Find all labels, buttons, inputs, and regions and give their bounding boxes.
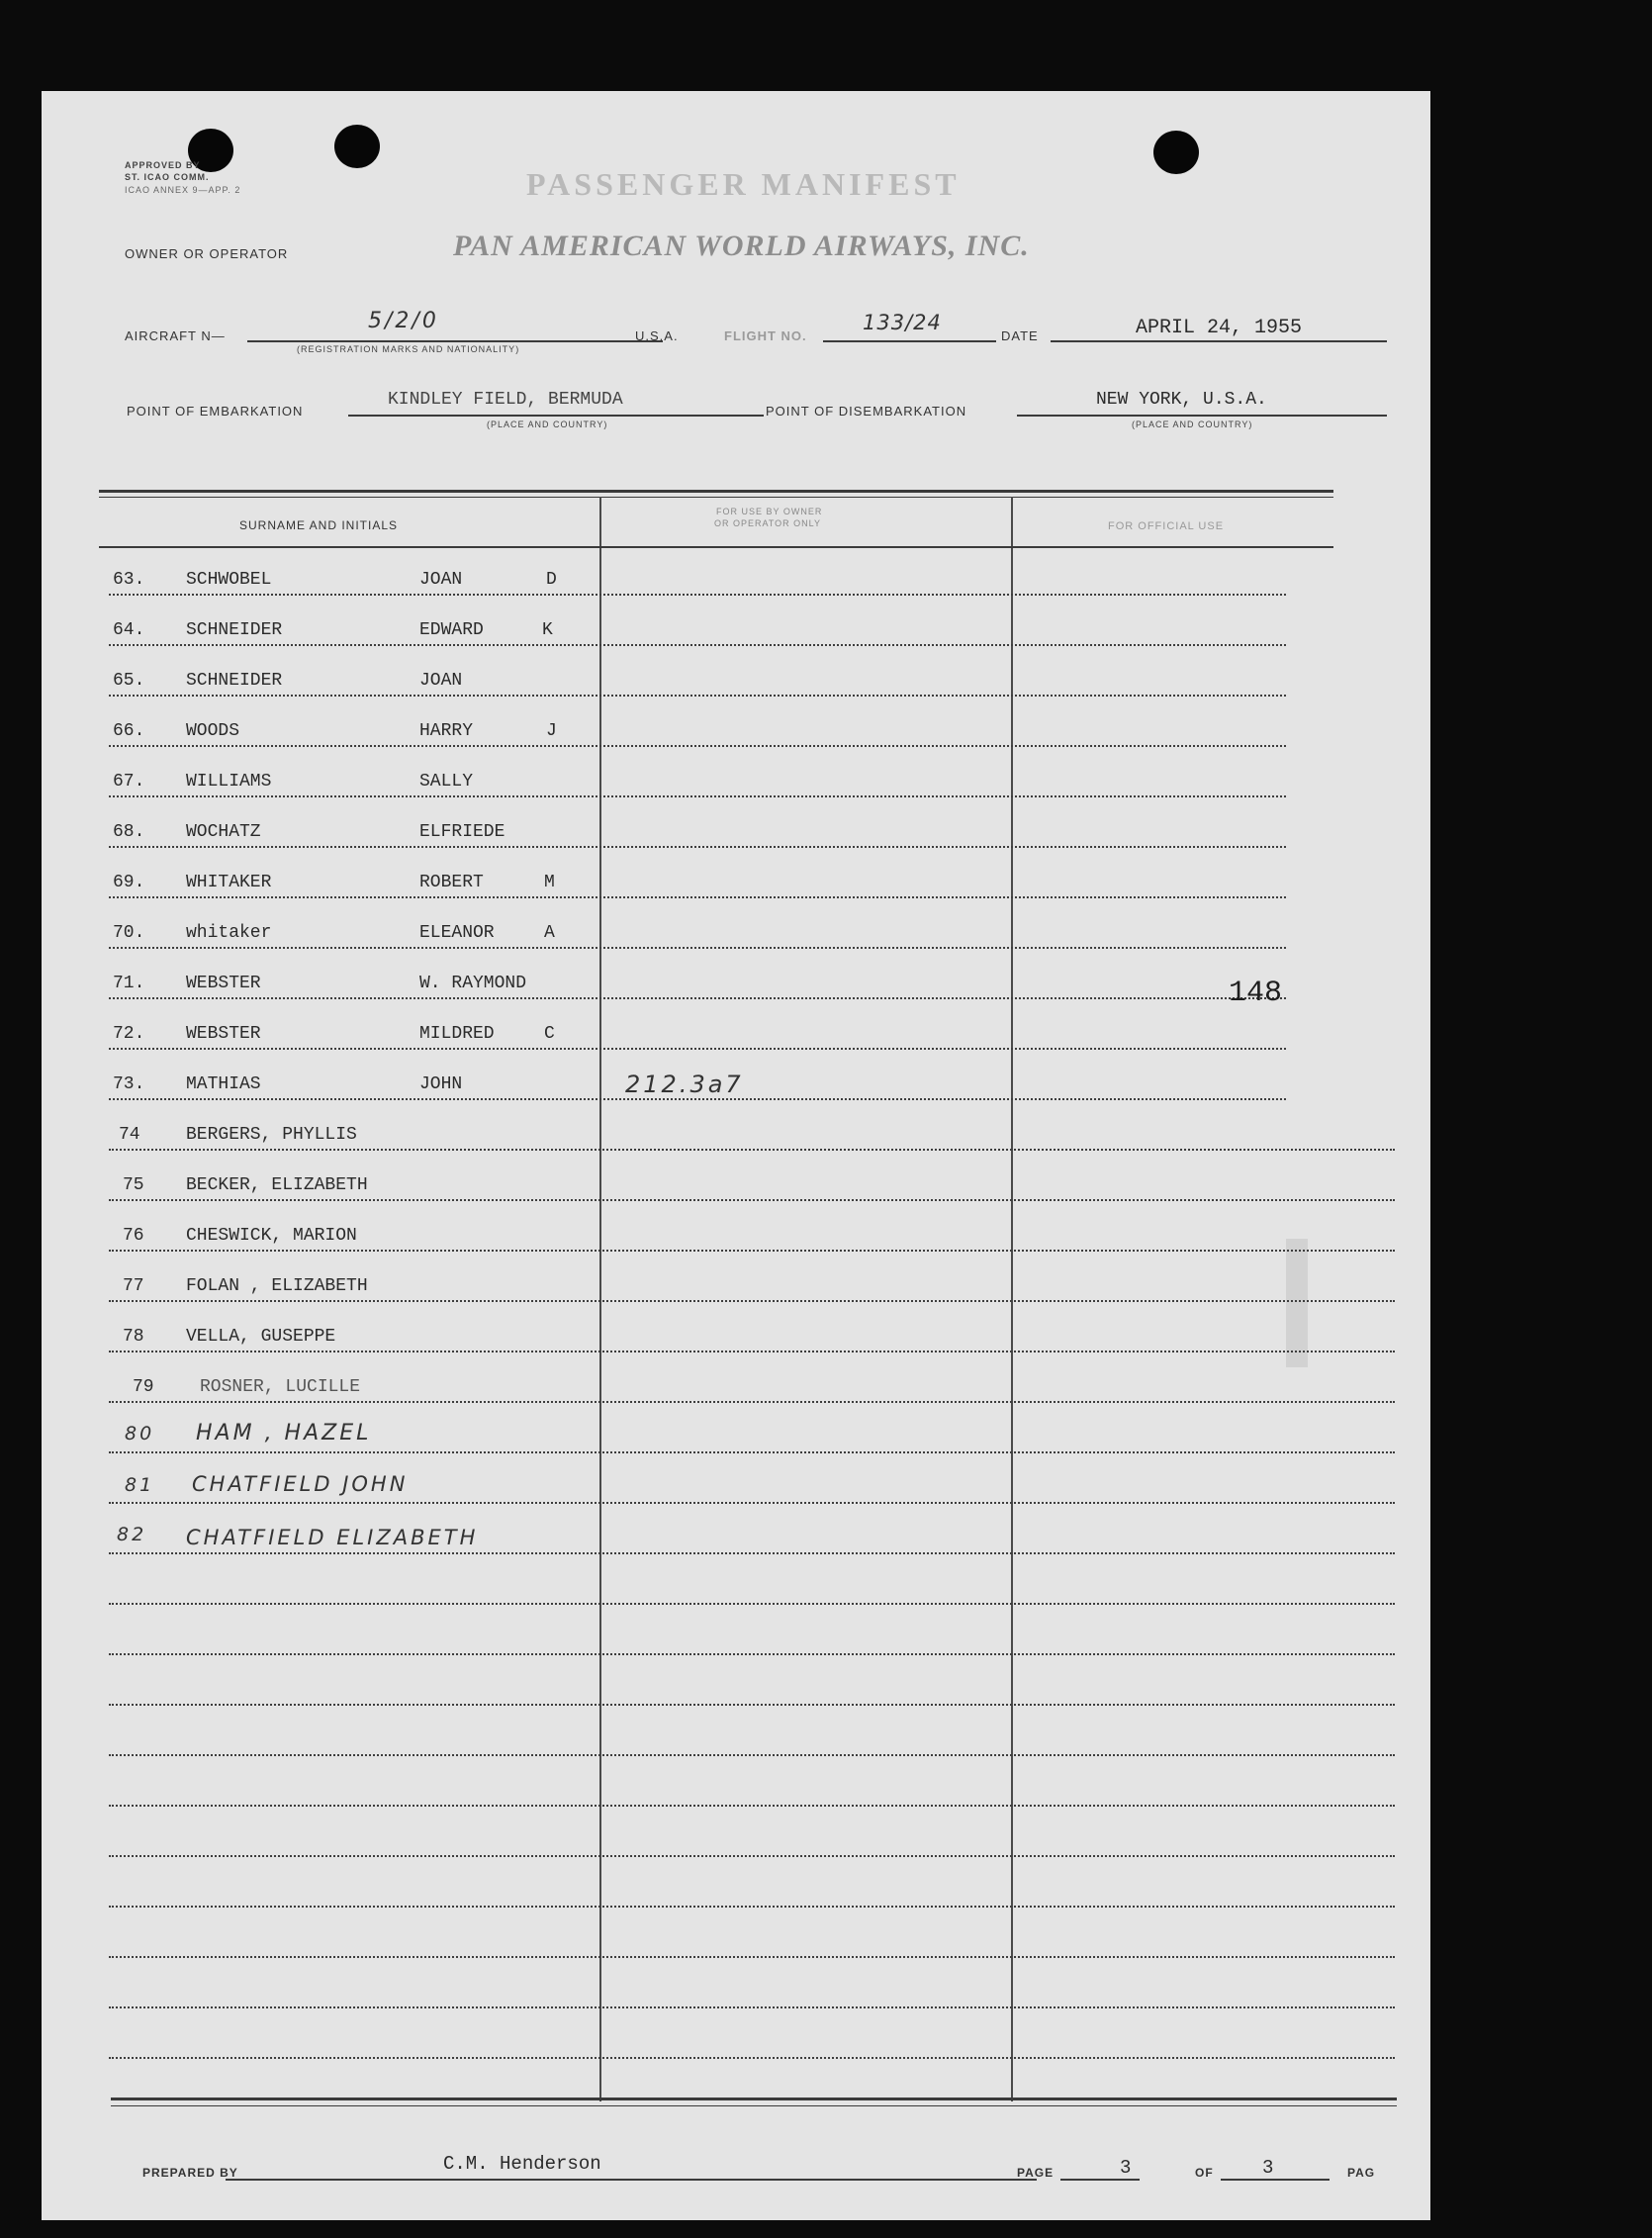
- passenger-given-name: ELEANOR: [419, 923, 495, 943]
- date-underline: [1051, 340, 1387, 342]
- aircraft-label: AIRCRAFT N—: [125, 328, 226, 343]
- table-top-rule-thin: [99, 497, 1333, 498]
- row-rule: [109, 846, 1286, 848]
- passenger-given-name: ELFRIEDE: [419, 822, 505, 842]
- disembarkation-value: NEW YORK, U.S.A.: [1096, 390, 1267, 410]
- manifest-sheet: [42, 91, 1430, 2220]
- row-rule: [109, 947, 1286, 949]
- passenger-name: BECKER, ELIZABETH: [186, 1175, 368, 1195]
- page-title: PASSENGER MANIFEST: [526, 166, 961, 202]
- column-divider-1: [599, 497, 601, 2101]
- prepared-by-value: C.M. Henderson: [443, 2153, 601, 2175]
- passenger-initial: M: [544, 873, 555, 892]
- disembarkation-label: POINT OF DISEMBARKATION: [766, 404, 967, 419]
- column-divider-2: [1011, 497, 1013, 2101]
- row-number: 73.: [113, 1074, 145, 1094]
- form-note-line-2: ST. ICAO COMM.: [125, 172, 210, 182]
- airline-name: PAN AMERICAN WORLD AIRWAYS, INC.: [453, 230, 1030, 262]
- prepared-by-underline: [226, 2179, 1037, 2181]
- row-rule: [109, 644, 1286, 646]
- passenger-name: FOLAN , ELIZABETH: [186, 1276, 368, 1296]
- disembarkation-caption: (PLACE AND COUNTRY): [1132, 420, 1253, 429]
- page-label: PAGE: [1017, 2166, 1055, 2180]
- date-value: APRIL 24, 1955: [1136, 317, 1303, 339]
- date-label: DATE: [1001, 328, 1039, 343]
- row-rule: [109, 1048, 1286, 1050]
- row-number: 77: [123, 1276, 144, 1296]
- row-number: 72.: [113, 1024, 145, 1044]
- passenger-given-name: ROBERT: [419, 873, 484, 892]
- row-rule: [109, 745, 1286, 747]
- usa-label: U.S.A.: [635, 328, 679, 343]
- passenger-initial: C: [544, 1024, 555, 1044]
- table-bottom-rule: [111, 2098, 1397, 2100]
- row-number: 64.: [113, 620, 145, 640]
- embarkation-value: KINDLEY FIELD, BERMUDA: [388, 390, 623, 410]
- row-number: 74: [119, 1125, 140, 1145]
- row-number: 67.: [113, 772, 145, 792]
- row-number: 66.: [113, 721, 145, 741]
- aircraft-value: 5/2/0: [368, 309, 439, 333]
- passenger-surname: WEBSTER: [186, 1024, 261, 1044]
- row-rule: [109, 1199, 1395, 1201]
- passenger-surname: SCHWOBEL: [186, 570, 272, 590]
- passenger-name: HAM , HAZEL: [196, 1421, 372, 1445]
- form-note-line-3: ICAO ANNEX 9—APP. 2: [125, 185, 241, 195]
- aircraft-underline: [247, 340, 663, 342]
- page-underline: [1060, 2179, 1140, 2181]
- row-number: 81: [125, 1474, 155, 1496]
- row-number: 68.: [113, 822, 145, 842]
- flight-underline: [823, 340, 996, 342]
- passenger-surname: SCHNEIDER: [186, 620, 283, 640]
- passenger-surname: WILLIAMS: [186, 772, 272, 792]
- passenger-given-name: MILDRED: [419, 1024, 495, 1044]
- passenger-initial: J: [546, 721, 557, 741]
- row-rule: [109, 2006, 1395, 2008]
- passenger-given-name: EDWARD: [419, 620, 484, 640]
- passenger-surname: MATHIAS: [186, 1074, 261, 1094]
- passenger-surname: whitaker: [186, 923, 272, 943]
- row-rule: [109, 1653, 1395, 1655]
- row-number: 65.: [113, 671, 145, 691]
- embarkation-label: POINT OF EMBARKATION: [127, 404, 304, 419]
- row-rule: [109, 1098, 1286, 1100]
- punch-hole-middle: [334, 125, 380, 168]
- passenger-initial: D: [546, 570, 557, 590]
- row-rule: [109, 1351, 1395, 1352]
- punch-hole-right: [1153, 131, 1199, 174]
- row-rule: [109, 1855, 1395, 1857]
- passenger-surname: WHITAKER: [186, 873, 272, 892]
- embarkation-caption: (PLACE AND COUNTRY): [487, 420, 608, 429]
- row-rule: [109, 1552, 1395, 1554]
- embarkation-underline: [348, 415, 764, 417]
- flight-label: FLIGHT NO.: [724, 328, 807, 343]
- row-number: 70.: [113, 923, 145, 943]
- passenger-surname: WOCHATZ: [186, 822, 261, 842]
- row-rule: [109, 1502, 1395, 1504]
- owner-column-header-line-1: FOR USE BY OWNER: [716, 507, 823, 516]
- passenger-given-name: W. RAYMOND: [419, 974, 527, 993]
- passenger-name: VELLA, GUSEPPE: [186, 1327, 336, 1347]
- prepared-by-label: PREPARED BY: [142, 2166, 238, 2180]
- row-rule: [109, 1250, 1395, 1252]
- passenger-surname: WOODS: [186, 721, 240, 741]
- row-rule: [109, 594, 1286, 596]
- page-value: 3: [1120, 2157, 1132, 2179]
- passenger-given-name: SALLY: [419, 772, 474, 792]
- owner-label: OWNER OR OPERATOR: [125, 246, 289, 261]
- form-note-line-1: APPROVED BY: [125, 160, 201, 170]
- passenger-given-name: JOAN: [419, 671, 463, 691]
- row-number: 82: [117, 1524, 147, 1545]
- row-rule: [109, 1149, 1395, 1151]
- row-rule: [109, 695, 1286, 697]
- row-number: 76: [123, 1226, 144, 1246]
- passenger-name: BERGERS, PHYLLIS: [186, 1125, 357, 1145]
- pages-label: PAG: [1347, 2166, 1376, 2180]
- passenger-name: CHATFIELD ELIZABETH: [186, 1526, 479, 1549]
- row-rule: [109, 1300, 1395, 1302]
- row-number: 75: [123, 1175, 144, 1195]
- official-stamp-mark: [1286, 1239, 1308, 1367]
- row-rule: [109, 1906, 1395, 1908]
- row-rule: [109, 795, 1286, 797]
- table-bottom-rule-thin: [111, 2105, 1397, 2106]
- aircraft-caption: (REGISTRATION MARKS AND NATIONALITY): [297, 344, 520, 354]
- passenger-surname: WEBSTER: [186, 974, 261, 993]
- passenger-name: CHESWICK, MARION: [186, 1226, 357, 1246]
- header-bottom-rule: [99, 546, 1333, 548]
- official-column-header: FOR OFFICIAL USE: [1108, 520, 1225, 532]
- row-rule: [109, 1401, 1395, 1403]
- owner-column-header-line-2: OR OPERATOR ONLY: [714, 518, 822, 528]
- disembarkation-underline: [1017, 415, 1387, 417]
- row-number: 69.: [113, 873, 145, 892]
- row-rule: [109, 1805, 1395, 1807]
- passenger-initial: K: [542, 620, 553, 640]
- flight-value: 133/24: [863, 311, 942, 334]
- row-rule: [109, 997, 1286, 999]
- row-rule: [109, 1704, 1395, 1706]
- passenger-initial: A: [544, 923, 555, 943]
- of-label: OF: [1195, 2166, 1214, 2180]
- row-rule: [109, 2057, 1395, 2059]
- passenger-given-name: JOHN: [419, 1074, 463, 1094]
- of-value: 3: [1262, 2157, 1274, 2179]
- row-rule: [109, 1451, 1395, 1453]
- passenger-surname: SCHNEIDER: [186, 671, 283, 691]
- row-number: 79: [133, 1377, 154, 1397]
- row-rule: [109, 1603, 1395, 1605]
- passenger-name: CHATFIELD JOHN: [192, 1472, 409, 1496]
- of-underline: [1221, 2179, 1330, 2181]
- passenger-name: ROSNER, LUCILLE: [200, 1377, 361, 1397]
- official-number: 148: [1229, 977, 1283, 1010]
- row-number: 80: [125, 1423, 155, 1445]
- row-rule: [109, 1754, 1395, 1756]
- owner-note: 212.3a7: [625, 1071, 744, 1098]
- row-rule: [109, 1956, 1395, 1958]
- passenger-given-name: JOAN: [419, 570, 463, 590]
- row-rule: [109, 896, 1286, 898]
- row-number: 71.: [113, 974, 145, 993]
- row-number: 63.: [113, 570, 145, 590]
- surname-column-header: SURNAME AND INITIALS: [239, 518, 399, 532]
- table-top-rule: [99, 490, 1333, 493]
- passenger-given-name: HARRY: [419, 721, 474, 741]
- row-number: 78: [123, 1327, 144, 1347]
